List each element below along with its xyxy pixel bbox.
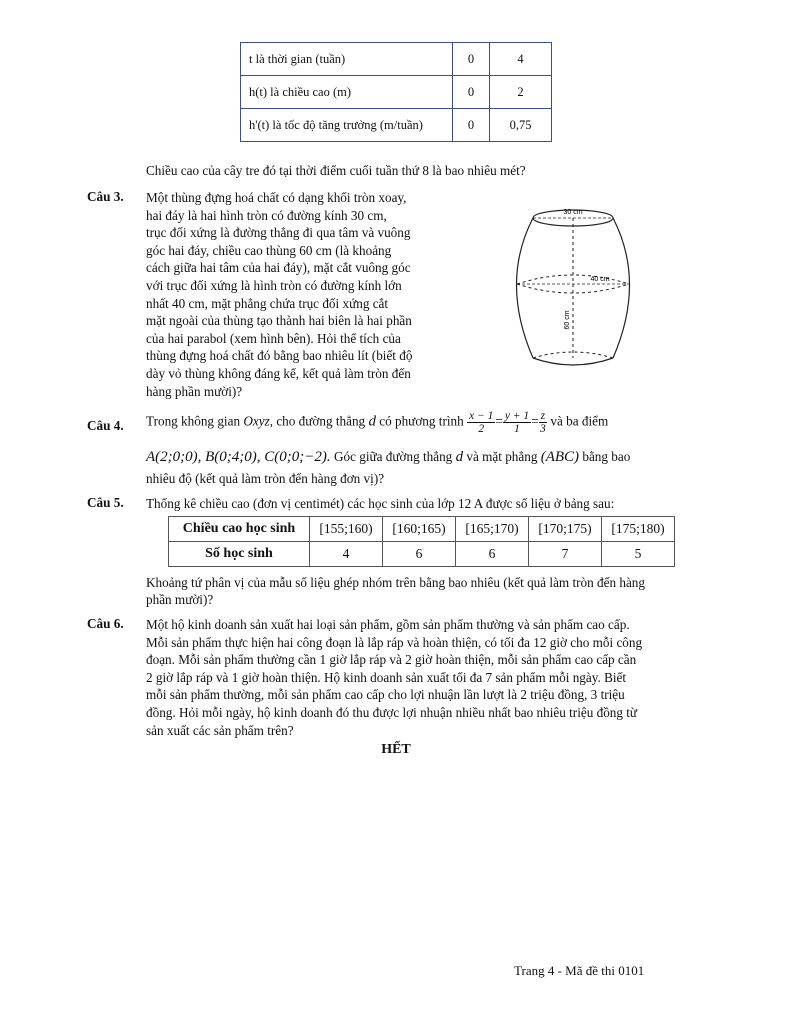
table-cell: 0 <box>453 109 490 142</box>
text-line: hai đáy là hai hình tròn có đường kính 30 cm, <box>146 207 387 223</box>
text-line: mỗi sản phẩm thường, mỗi sản phẩm cao cấp cho lợi nhuận lần lượt là 2 triệu đồng, 3 triệu <box>146 687 625 703</box>
question-3-text <box>146 189 442 400</box>
table-cell: [160;165) <box>383 517 456 542</box>
table-cell: 0 <box>453 76 490 109</box>
growth-table <box>240 42 552 142</box>
text-line: thùng đựng hoá chất đó bằng bao nhiêu lít (biết độ <box>146 348 413 364</box>
fraction-z: $\frac{z}{3}$ <box>539 410 546 435</box>
question-3-label: Câu 3. <box>87 189 124 204</box>
question-2-tail: Chiều cao của cây tre đó tại thời điểm cuối tuần thứ 8 là bao nhiêu mét? <box>146 163 526 178</box>
math-line-d: d <box>368 413 376 430</box>
text-line: dày vỏ thùng không đáng kể, kết quả làm tròn đến <box>146 365 411 381</box>
text-line: hàng phần mười)? <box>146 383 243 399</box>
math-line-d: d <box>455 449 464 465</box>
table-cell: 7 <box>529 542 602 567</box>
table-row <box>169 542 675 567</box>
text-fragment: và ba điểm <box>550 413 609 429</box>
table-cell: [170;175) <box>529 517 602 542</box>
table-cell: 2 <box>490 76 552 109</box>
height-frequency-table <box>168 516 675 567</box>
text-fragment: có phương trình <box>379 413 464 429</box>
table-cell: 5 <box>602 542 675 567</box>
middle-diameter-label: 40 cm <box>590 276 610 283</box>
text-line: Một thùng đựng hoá chất có dạng khối tròn xoay, <box>146 190 407 205</box>
table-cell: 6 <box>383 542 456 567</box>
text-fragment: Trong không gian <box>146 413 241 429</box>
text-line: Một hộ kinh doanh sản xuất hai loại sản phẩm, gồm sản phẩm thường và sản phẩm cao cấp. <box>146 617 630 632</box>
table-cell: h(t) là chiều cao (m) <box>241 76 453 109</box>
barrel-bottom-front <box>533 358 613 365</box>
question-5-intro: Thống kê chiều cao (đơn vị centimét) các học sinh của lớp 12 A được số liệu ở bảng sau: <box>146 496 615 511</box>
question-5-label: Câu 5. <box>87 495 124 510</box>
table-row <box>241 43 552 76</box>
barrel-figure <box>500 200 650 380</box>
question-4-label: Câu 4. <box>87 418 124 433</box>
top-diameter-label: 30 cm <box>563 209 583 216</box>
table-cell: 6 <box>456 542 529 567</box>
question-4-line-3: nhiêu độ (kết quả làm tròn đến hàng đơn vị)? <box>146 471 385 486</box>
question-5-after-2: phần mười)? <box>146 592 214 607</box>
text-fragment: , cho đường thẳng <box>269 413 366 429</box>
table-row <box>169 517 675 542</box>
table-header-cell: Số học sinh <box>169 542 310 567</box>
text-line: đoạn. Mỗi sản phẩm thường cần 1 giờ lắp ráp và 2 giờ hoàn thiện, mỗi sản phẩm cao cấp cần <box>146 652 637 668</box>
math-points: A(2;0;0), B(0;4;0), C(0;0;−2). <box>146 449 331 465</box>
text-line: sản xuất các sản phẩm trên? <box>146 722 294 738</box>
table-cell: [175;180) <box>602 517 675 542</box>
table-header-cell: Chiều cao học sinh <box>169 517 310 542</box>
text-line: trục đối xứng là đường thẳng đi qua tâm và vuông <box>146 225 411 241</box>
table-cell: 0,75 <box>490 109 552 142</box>
text-line: nhất 40 cm, mặt phẳng chứa trục đối xứng cắt <box>146 295 389 311</box>
table-cell: 0 <box>453 43 490 76</box>
math-plane: (ABC) <box>540 449 580 465</box>
table-cell: t là thời gian (tuần) <box>241 43 453 76</box>
text-line: đồng. Hỏi mỗi ngày, hộ kinh doanh đó thu được lợi nhuận nhiều nhất bao nhiêu triệu đồng từ <box>146 704 638 720</box>
text-fragment: và mặt phẳng <box>466 449 538 464</box>
question-4-line-2 <box>146 449 711 466</box>
fraction-x: $\frac{x - 1}{2}$ <box>469 410 494 435</box>
text-line: của hai parabol (xem hình bên). Hỏi thể tích của <box>146 330 401 346</box>
math-space: Oxyz <box>243 413 270 429</box>
table-cell: h'(t) là tốc độ tăng trưởng (m/tuần) <box>241 109 453 142</box>
height-label: 60 cm <box>564 310 571 330</box>
question-4-line-1: Trong không gian Oxyz, cho đường thẳng d có phương trình $\frac{x - 1}{2}$ = $\frac{y + 1}{1}$ = $\frac{z}{3}$ và ba điểm <box>146 410 609 435</box>
table-cell: [155;160) <box>310 517 383 542</box>
question-5-after-1: Khoảng tứ phân vị của mẫu số liệu ghép nhóm trên bằng bao nhiêu (kết quả làm tròn đến hàng <box>146 575 645 590</box>
question-6-label: Câu 6. <box>87 616 124 631</box>
page-footer: Trang 4 - Mã đề thi 0101 <box>514 963 645 978</box>
barrel-right-side <box>613 218 630 358</box>
table-cell: [165;170) <box>456 517 529 542</box>
question-6-text <box>146 616 706 739</box>
text-line: cách giữa hai tâm của hai đáy), mặt cắt vuông góc <box>146 260 411 276</box>
text-line: mặt ngoài của thùng tạo thành hai biên là hai phần <box>146 313 412 329</box>
fraction-y: $\frac{y + 1}{1}$ <box>504 410 530 435</box>
table-cell: 4 <box>490 43 552 76</box>
table-row <box>241 109 552 142</box>
table-cell: 4 <box>310 542 383 567</box>
text-line: góc hai đáy, chiều cao thùng 60 cm (là khoảng <box>146 242 392 258</box>
text-line: 2 giờ lắp ráp và 1 giờ hoàn thiện. Hộ kinh doanh sản xuất tối đa 7 sản phẩm mỗi ngày. Biết <box>146 669 627 685</box>
table-row <box>241 76 552 109</box>
text-line: Mỗi sản phẩm thực hiện hai công đoạn là lắp ráp và hoàn thiện, có tối đa 12 giờ cho mỗi công <box>146 634 643 650</box>
text-fragment: Góc giữa đường thẳng <box>333 449 453 464</box>
text-fragment: bằng bao <box>582 449 631 464</box>
text-line: với trục đối xứng là hình tròn có đường kính lớn <box>146 277 402 293</box>
end-marker: HẾT <box>381 742 411 757</box>
